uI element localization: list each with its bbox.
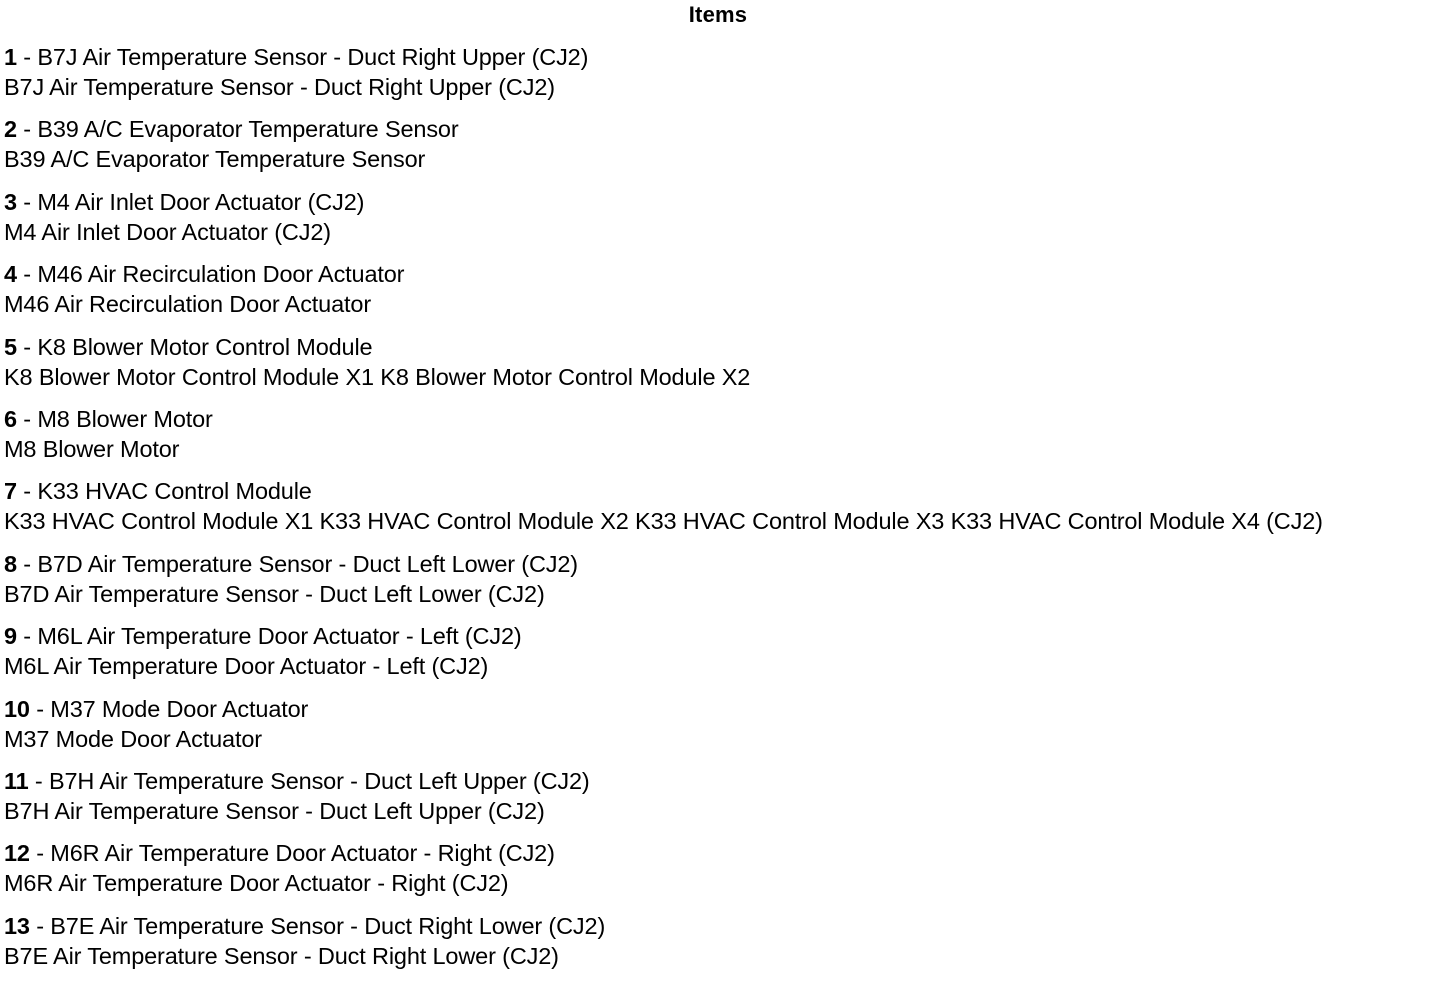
item-heading <box>4 114 1452 144</box>
item-detail: B7H Air Temperature Sensor - Duct Left Upper (CJ2) <box>4 797 545 824</box>
item-name: B7D Air Temperature Sensor - Duct Left Lower (CJ2) <box>37 550 578 577</box>
item-heading <box>4 476 1452 506</box>
item-separator: - <box>16 188 38 215</box>
item-number: 10 <box>4 695 30 722</box>
item-name: M6L Air Temperature Door Actuator - Left (CJ2) <box>37 623 522 650</box>
list-item <box>4 911 1452 983</box>
item-number: 4 <box>4 261 17 288</box>
list-item <box>4 332 1452 404</box>
list-item <box>4 621 1452 693</box>
item-name: M4 Air Inlet Door Actuator (CJ2) <box>37 188 365 215</box>
item-heading <box>4 259 1452 289</box>
item-name: B7E Air Temperature Sensor - Duct Right Lower (CJ2) <box>50 912 606 939</box>
item-number: 12 <box>4 840 30 867</box>
item-name: K8 Blower Motor Control Module <box>37 333 373 360</box>
list-item <box>4 404 1452 476</box>
item-number: 3 <box>4 188 17 215</box>
item-detail: M6R Air Temperature Door Actuator - Right (CJ2) <box>4 870 509 897</box>
item-heading <box>4 42 1452 72</box>
item-heading <box>4 621 1452 651</box>
item-number: 8 <box>4 550 17 577</box>
item-number: 5 <box>4 333 17 360</box>
item-separator: - <box>16 550 38 577</box>
item-heading <box>4 911 1452 941</box>
item-name: M46 Air Recirculation Door Actuator <box>37 261 405 288</box>
item-detail: B7D Air Temperature Sensor - Duct Left Lower (CJ2) <box>4 580 545 607</box>
item-separator: - <box>16 44 38 70</box>
list-item <box>4 838 1452 910</box>
list-item <box>4 766 1452 838</box>
item-heading <box>4 404 1452 434</box>
item-name: B7H Air Temperature Sensor - Duct Left Upper (CJ2) <box>48 767 590 794</box>
item-detail: K33 HVAC Control Module X1 K33 HVAC Control Module X2 K33 HVAC Control Module X3 K33 HVAC Control Module X4 (CJ2) <box>4 508 1323 535</box>
item-number: 1 <box>4 44 17 70</box>
item-name: M37 Mode Door Actuator <box>50 695 309 722</box>
item-separator: - <box>29 840 51 867</box>
item-detail: K8 Blower Motor Control Module X1 K8 Blower Motor Control Module X2 <box>4 363 751 390</box>
item-separator: - <box>16 116 38 143</box>
item-name: M8 Blower Motor <box>37 405 213 432</box>
item-separator: - <box>16 478 38 505</box>
item-heading <box>4 838 1452 868</box>
item-heading <box>4 332 1452 362</box>
item-separator: - <box>28 767 49 794</box>
item-heading <box>4 694 1452 724</box>
list-item <box>4 42 1452 114</box>
list-item <box>4 259 1452 331</box>
item-detail: B7E Air Temperature Sensor - Duct Right Lower (CJ2) <box>4 942 559 969</box>
item-separator: - <box>29 912 51 939</box>
item-number: 11 <box>4 767 29 794</box>
item-detail: M6L Air Temperature Door Actuator - Left (CJ2) <box>4 653 489 680</box>
item-detail: M8 Blower Motor <box>4 435 180 462</box>
list-item <box>4 476 1452 548</box>
item-number: 6 <box>4 405 17 432</box>
item-number: 2 <box>4 116 17 143</box>
list-item <box>4 114 1452 186</box>
item-name: B7J Air Temperature Sensor - Duct Right Upper (CJ2) <box>37 44 589 70</box>
item-separator: - <box>16 623 38 650</box>
item-detail: M37 Mode Door Actuator <box>4 725 262 752</box>
item-detail: M4 Air Inlet Door Actuator (CJ2) <box>4 218 331 245</box>
item-separator: - <box>29 695 51 722</box>
item-separator: - <box>16 261 38 288</box>
item-name: M6R Air Temperature Door Actuator - Right (CJ2) <box>50 840 555 867</box>
list-item <box>4 549 1452 621</box>
item-name: B39 A/C Evaporator Temperature Sensor <box>37 116 459 143</box>
item-detail: B7J Air Temperature Sensor - Duct Right Upper (CJ2) <box>4 74 555 100</box>
list-item <box>4 694 1452 766</box>
item-heading <box>4 187 1452 217</box>
items-list <box>4 42 1452 983</box>
item-number: 9 <box>4 623 17 650</box>
item-separator: - <box>16 405 38 432</box>
item-heading <box>4 549 1452 579</box>
item-number: 7 <box>4 478 17 505</box>
item-detail: B39 A/C Evaporator Temperature Sensor <box>4 146 426 173</box>
item-heading <box>4 766 1452 796</box>
item-separator: - <box>16 333 38 360</box>
item-name: K33 HVAC Control Module <box>37 478 312 505</box>
page-title: Items <box>688 2 748 27</box>
item-number: 13 <box>4 912 30 939</box>
item-detail: M46 Air Recirculation Door Actuator <box>4 291 371 318</box>
list-item <box>4 187 1452 259</box>
